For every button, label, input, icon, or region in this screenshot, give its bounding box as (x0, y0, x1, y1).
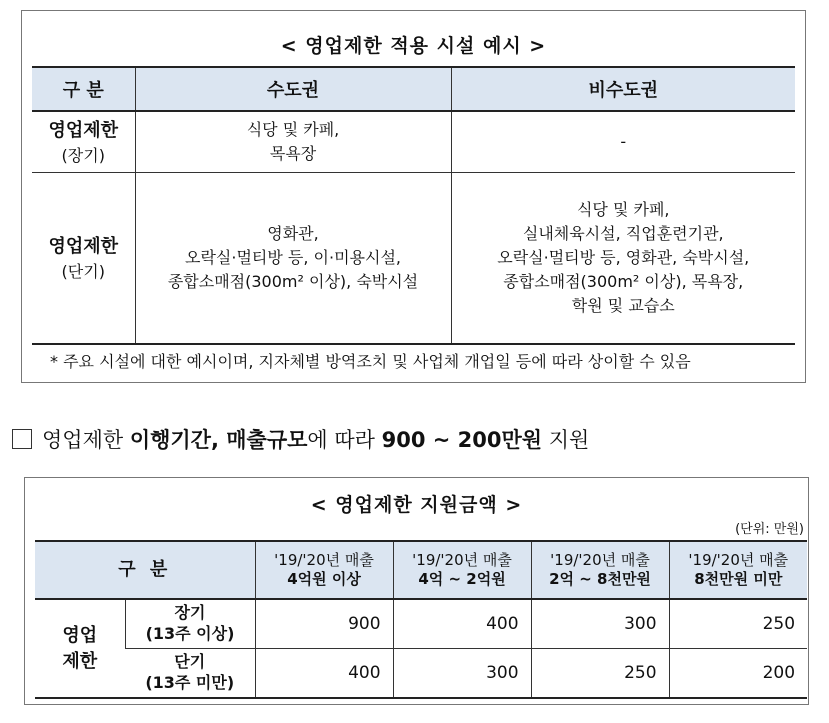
amount-cell: 250 (531, 649, 669, 699)
header-range: 8천만원 미만 (694, 570, 783, 588)
unit-label: (단위: 만원) (735, 522, 804, 537)
table-header-row (32, 67, 795, 111)
row-sublabel: (장기) (61, 145, 105, 165)
table-row (32, 173, 795, 345)
row-label: 영업제한 (48, 235, 119, 257)
header-revenue-2 (393, 541, 531, 599)
header-line: '19/'20년 매출 (688, 550, 789, 569)
header-range: 4억 ~ 2억원 (418, 570, 506, 588)
support-summary-line (12, 424, 589, 454)
support-amount-title: < 영업제한 지원금액 > (310, 494, 523, 516)
row-label-main: 장기 (174, 603, 206, 623)
row-label: 영업제한 (48, 119, 119, 141)
footnote: * 주요 시설에 대한 예시이며, 지자체별 방역조치 및 사업체 개업일 등에 따라 상이할 수 있음 (50, 352, 691, 371)
amount-cell: 900 (255, 599, 393, 649)
summary-prefix: 영업제한 (42, 428, 130, 452)
header-category: 구 분 (32, 67, 135, 111)
table-row (32, 111, 795, 173)
row-sublabel: (단기) (61, 261, 105, 281)
row-label-sub: (13주 미만) (145, 673, 235, 692)
cell-capital: 식당 및 카페, 목욕장 (135, 111, 451, 173)
header-category: 구 분 (35, 541, 255, 599)
amount-cell: 200 (669, 649, 807, 699)
header-line: '19/'20년 매출 (274, 550, 374, 569)
support-amount-table (35, 540, 807, 699)
table-row (35, 649, 807, 699)
amount-cell: 250 (669, 599, 807, 649)
table-header-row (35, 541, 807, 599)
summary-bold-criteria: 이행기간, 매출규모 (129, 428, 308, 452)
header-revenue-3 (531, 541, 669, 599)
facility-examples-box (21, 10, 806, 383)
facility-examples-table (32, 66, 795, 345)
summary-suffix: 지원 (542, 428, 590, 452)
facility-examples-title: < 영업제한 적용 시설 예시 > (280, 35, 547, 57)
row-label (125, 649, 255, 699)
group-label: 영업 제한 (35, 599, 125, 698)
header-range: 4억원 이상 (287, 570, 361, 588)
row-category (32, 173, 135, 345)
header-capital: 수도권 (135, 67, 451, 111)
summary-bold-amount: 900 ~ 200만원 (381, 428, 543, 452)
row-label-main: 단기 (174, 652, 206, 672)
row-category (32, 111, 135, 173)
row-label (125, 599, 255, 649)
header-revenue-1 (255, 541, 393, 599)
cell-noncapital: 식당 및 카페, 실내체육시설, 직업훈련기관, 오락실·멀티방 등, 영화관, 숙박시설, 종합소매점(300m² 이상), 목욕장, 학원 및 교습소 (451, 173, 795, 345)
header-noncapital: 비수도권 (451, 67, 795, 111)
table-row (35, 599, 807, 649)
amount-cell: 400 (393, 599, 531, 649)
cell-noncapital: - (451, 111, 795, 173)
amount-cell: 400 (255, 649, 393, 699)
checkbox-square-icon (12, 429, 32, 449)
row-label-sub: (13주 이상) (145, 624, 235, 643)
cell-capital: 영화관, 오락실·멀티방 등, 이·미용시설, 종합소매점(300m² 이상), 숙박시설 (135, 173, 451, 345)
amount-cell: 300 (393, 649, 531, 699)
header-line: '19/'20년 매출 (412, 550, 512, 569)
header-revenue-4 (669, 541, 807, 599)
support-amount-box (24, 477, 809, 705)
header-line: '19/'20년 매출 (550, 550, 650, 569)
header-range: 2억 ~ 8천만원 (549, 570, 651, 588)
amount-cell: 300 (531, 599, 669, 649)
summary-middle: 에 따라 (307, 428, 382, 452)
